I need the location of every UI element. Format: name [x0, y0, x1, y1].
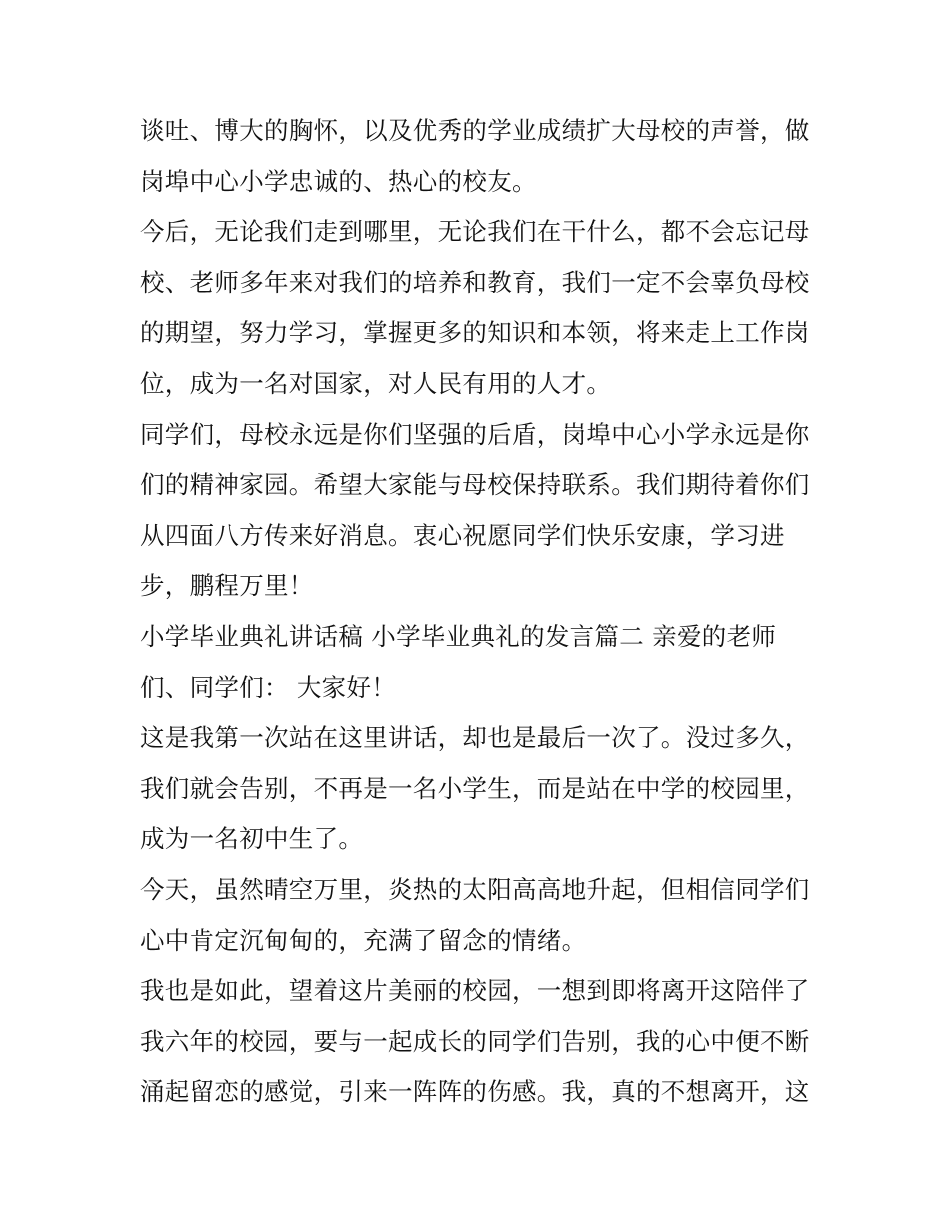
text-line: 同学们，母校永远是你们坚强的后盾，岗埠中心小学永远是你: [140, 419, 810, 449]
section-heading-line: 小学毕业典礼讲话稿 小学毕业典礼的发言篇二 亲爱的老师: [140, 621, 777, 651]
text-line: 今后，无论我们走到哪里，无论我们在干什么，都不会忘记母: [140, 217, 810, 247]
text-line: 我也是如此，望着这片美丽的校园，一想到即将离开这陪伴了: [140, 976, 810, 1006]
text-line: 这是我第一次站在这里讲话，却也是最后一次了。没过多久，: [140, 723, 810, 753]
text-line: 成为一名初中生了。: [140, 824, 364, 854]
text-line: 从四面八方传来好消息。衷心祝愿同学们快乐安康，学习进: [140, 520, 785, 550]
text-line: 校、老师多年来对我们的培养和教育，我们一定不会辜负母校: [140, 267, 810, 297]
text-line: 我六年的校园，要与一起成长的同学们告别，我的心中便不断: [140, 1026, 810, 1056]
text-line: 谈吐、博大的胸怀，以及优秀的学业成绩扩大母校的声誉，做: [140, 116, 810, 145]
text-line: 我们就会告别，不再是一名小学生，而是站在中学的校园里，: [140, 773, 810, 803]
text-line: 步，鹏程万里！: [140, 571, 314, 601]
greeting-line: 们、同学们： 大家好！: [140, 672, 397, 702]
text-line: 们的精神家园。希望大家能与母校保持联系。我们期待着你们: [140, 470, 810, 500]
text-line: 心中肯定沉甸甸的，充满了留念的情绪。: [140, 925, 587, 955]
text-line: 今天，虽然晴空万里，炎热的太阳高高地升起，但相信同学们: [140, 874, 810, 904]
text-line: 位，成为一名对国家，对人民有用的人才。: [140, 368, 612, 398]
text-line: 岗埠中心小学忠诚的、热心的校友。: [140, 166, 537, 196]
text-line: 涌起留恋的感觉，引来一阵阵的伤感。我，真的不想离开，这: [140, 1077, 810, 1107]
body-text: [140, 106, 820, 1118]
text-line: 的期望，努力学习，掌握更多的知识和本领，将来走上工作岗: [140, 318, 810, 348]
